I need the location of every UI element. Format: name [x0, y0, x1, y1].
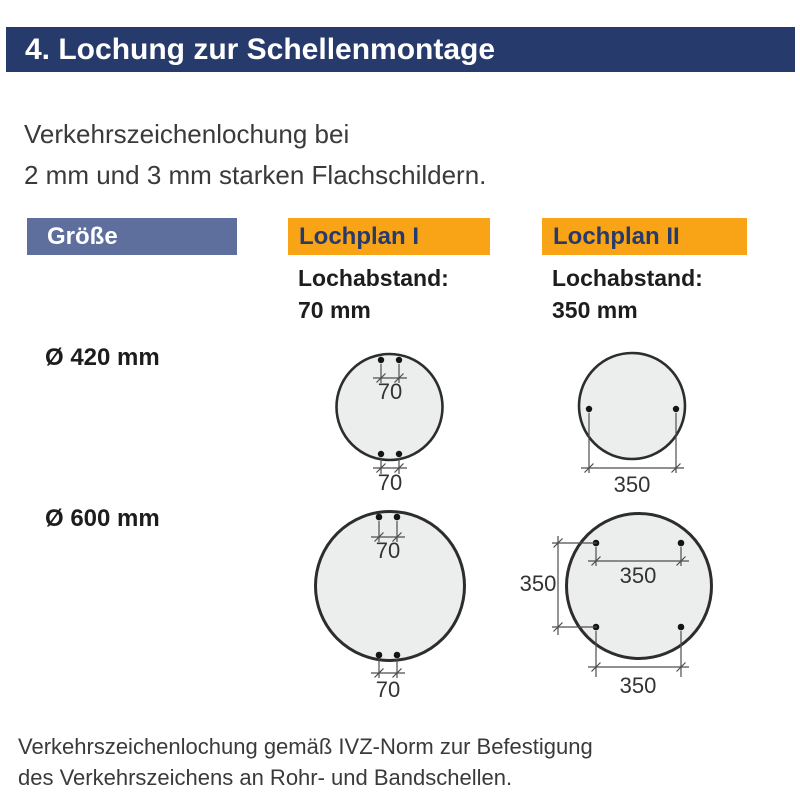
- column-header-lochplan-2: [542, 218, 747, 255]
- mounting-hole: [396, 357, 402, 363]
- sign-disc: [579, 353, 685, 459]
- diagram-600-lochplan-2: [508, 500, 733, 710]
- dimension-label-bottom: 70: [377, 470, 403, 495]
- spacing-info-lochplan-2: [552, 262, 703, 326]
- mounting-hole: [394, 514, 401, 521]
- column-header-lochplan-1-label: Lochplan I: [299, 222, 419, 250]
- dimension-label-top: 350: [619, 563, 657, 588]
- row-size-label-420: Ø 420 mm: [45, 344, 160, 371]
- section-title: 4. Lochung zur Schellenmontage: [25, 32, 496, 66]
- spacing-info-lochplan-1: [298, 262, 449, 326]
- sign-disc: [316, 512, 465, 661]
- mounting-hole: [586, 406, 592, 412]
- sign-disc: [337, 354, 443, 460]
- mounting-hole: [376, 652, 383, 659]
- dimension-label-bottom: 350: [619, 673, 657, 698]
- mounting-hole: [376, 514, 383, 521]
- spacing-label-lochplan-2: Lochabstand:: [552, 265, 703, 291]
- column-header-size: [27, 218, 237, 255]
- footer-line-2: des Verkehrszeichens an Rohr- und Bandschellen.: [18, 765, 513, 790]
- diagram-600-lochplan-1: [310, 505, 470, 710]
- diagram-420-lochplan-2: [558, 340, 708, 500]
- intro-line-2: 2 mm und 3 mm starken Flachschildern.: [24, 160, 487, 190]
- mounting-hole: [394, 652, 401, 659]
- row-size-label-600: Ø 600 mm: [45, 505, 160, 532]
- dimension-label-left: 350: [519, 571, 557, 596]
- dimension-label-top: 70: [377, 379, 403, 404]
- dimension-label-bottom: 350: [613, 472, 651, 497]
- mounting-hole: [678, 540, 685, 547]
- dimension-label-bottom: 70: [375, 677, 401, 702]
- column-header-size-label: Größe: [47, 222, 118, 250]
- dimension-label-top: 70: [375, 538, 401, 563]
- mounting-hole: [678, 624, 685, 631]
- section-header-bar: [6, 27, 795, 72]
- intro-line-1: Verkehrszeichenlochung bei: [24, 119, 350, 149]
- spacing-label-lochplan-1: Lochabstand:: [298, 265, 449, 291]
- column-header-lochplan-1: [288, 218, 490, 255]
- mounting-hole: [396, 451, 402, 457]
- footer-note: [18, 731, 593, 793]
- footer-line-1: Verkehrszeichenlochung gemäß IVZ-Norm zur Befestigung: [18, 734, 593, 759]
- spacing-value-lochplan-2: 350 mm: [552, 297, 638, 323]
- column-header-lochplan-2-label: Lochplan II: [553, 222, 680, 250]
- mounting-hole: [378, 357, 384, 363]
- spacing-value-lochplan-1: 70 mm: [298, 297, 371, 323]
- diagram-420-lochplan-1: [320, 340, 460, 500]
- mounting-hole: [673, 406, 679, 412]
- mounting-hole: [378, 451, 384, 457]
- intro-paragraph: [24, 114, 486, 196]
